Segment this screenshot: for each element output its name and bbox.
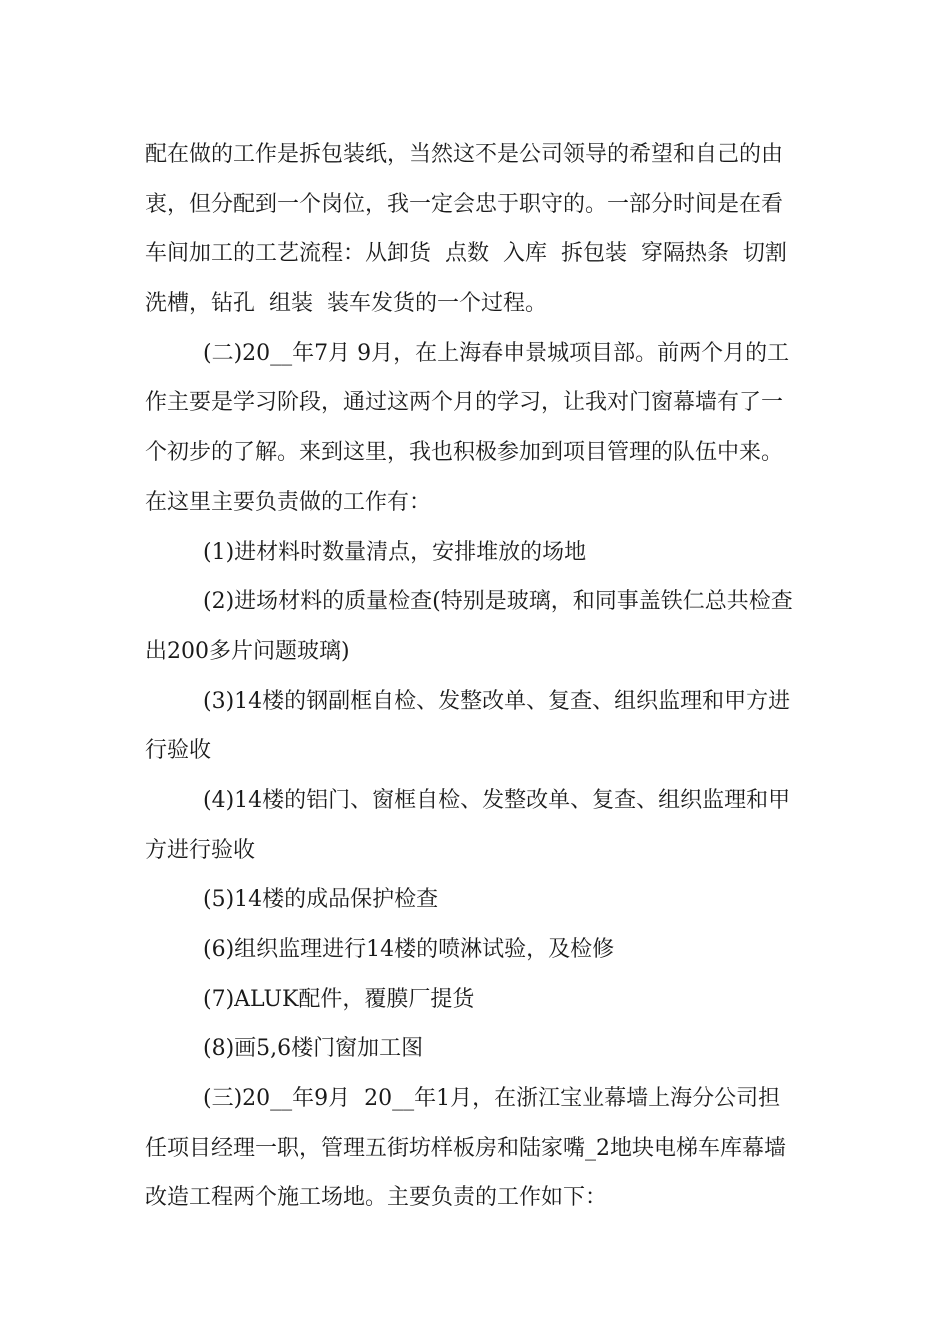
text-line: 个初步的了解。来到这里，我也积极参加到项目管理的队伍中来。: [145, 440, 784, 466]
text-line: (3)14楼的钢副框自检、发整改单、复查、组织监理和甲方进: [203, 688, 791, 714]
text-line: 作主要是学习阶段，通过这两个月的学习，让我对门窗幕墙有了一: [145, 390, 784, 416]
text-line: (二)20__年7月 9月，在上海春申景城项目部。前两个月的工: [203, 340, 790, 366]
text-line: (5)14楼的成品保护检查: [203, 887, 439, 913]
text-line: 在这里主要负责做的工作有：: [145, 489, 432, 515]
text-line: 改造工程两个施工场地。主要负责的工作如下：: [145, 1185, 608, 1211]
text-line: (8)画5,6楼门窗加工图: [203, 1036, 424, 1062]
text-line: 任项目经理一职，管理五街坊样板房和陆家嘴_2地块电梯车库幕墙: [145, 1135, 786, 1161]
text-line: 衷，但分配到一个岗位，我一定会忠于职守的。一部分时间是在看: [145, 191, 784, 217]
text-line: 车间加工的工艺流程：从卸货 点数 入库 拆包装 穿隔热条 切割: [145, 241, 787, 267]
text-line: (4)14楼的铝门、窗框自检、发整改单、复查、组织监理和甲: [203, 787, 791, 813]
text-line: 配在做的工作是拆包装纸，当然这不是公司领导的希望和自己的由: [145, 142, 784, 167]
text-line: (2)进场材料的质量检查(特别是玻璃，和同事盖铁仁总共检查: [203, 589, 793, 615]
text-line: (三)20__年9月 20__年1月，在浙江宝业幕墙上海分公司担: [203, 1086, 781, 1112]
text-line: 方进行验收: [145, 837, 256, 863]
document-body: [145, 130, 810, 1223]
text-line: 洗槽，钻孔 组装 装车发货的一个过程。: [145, 291, 547, 317]
text-line: (1)进材料时数量清点，安排堆放的场地: [203, 539, 587, 565]
text-line: 行验收: [145, 738, 212, 764]
text-line: (7)ALUK配件，覆膜厂提货: [203, 986, 475, 1012]
text-line: (6)组织监理进行14楼的喷淋试验，及检修: [203, 937, 615, 962]
text-line: 出200多片问题玻璃): [145, 638, 350, 664]
